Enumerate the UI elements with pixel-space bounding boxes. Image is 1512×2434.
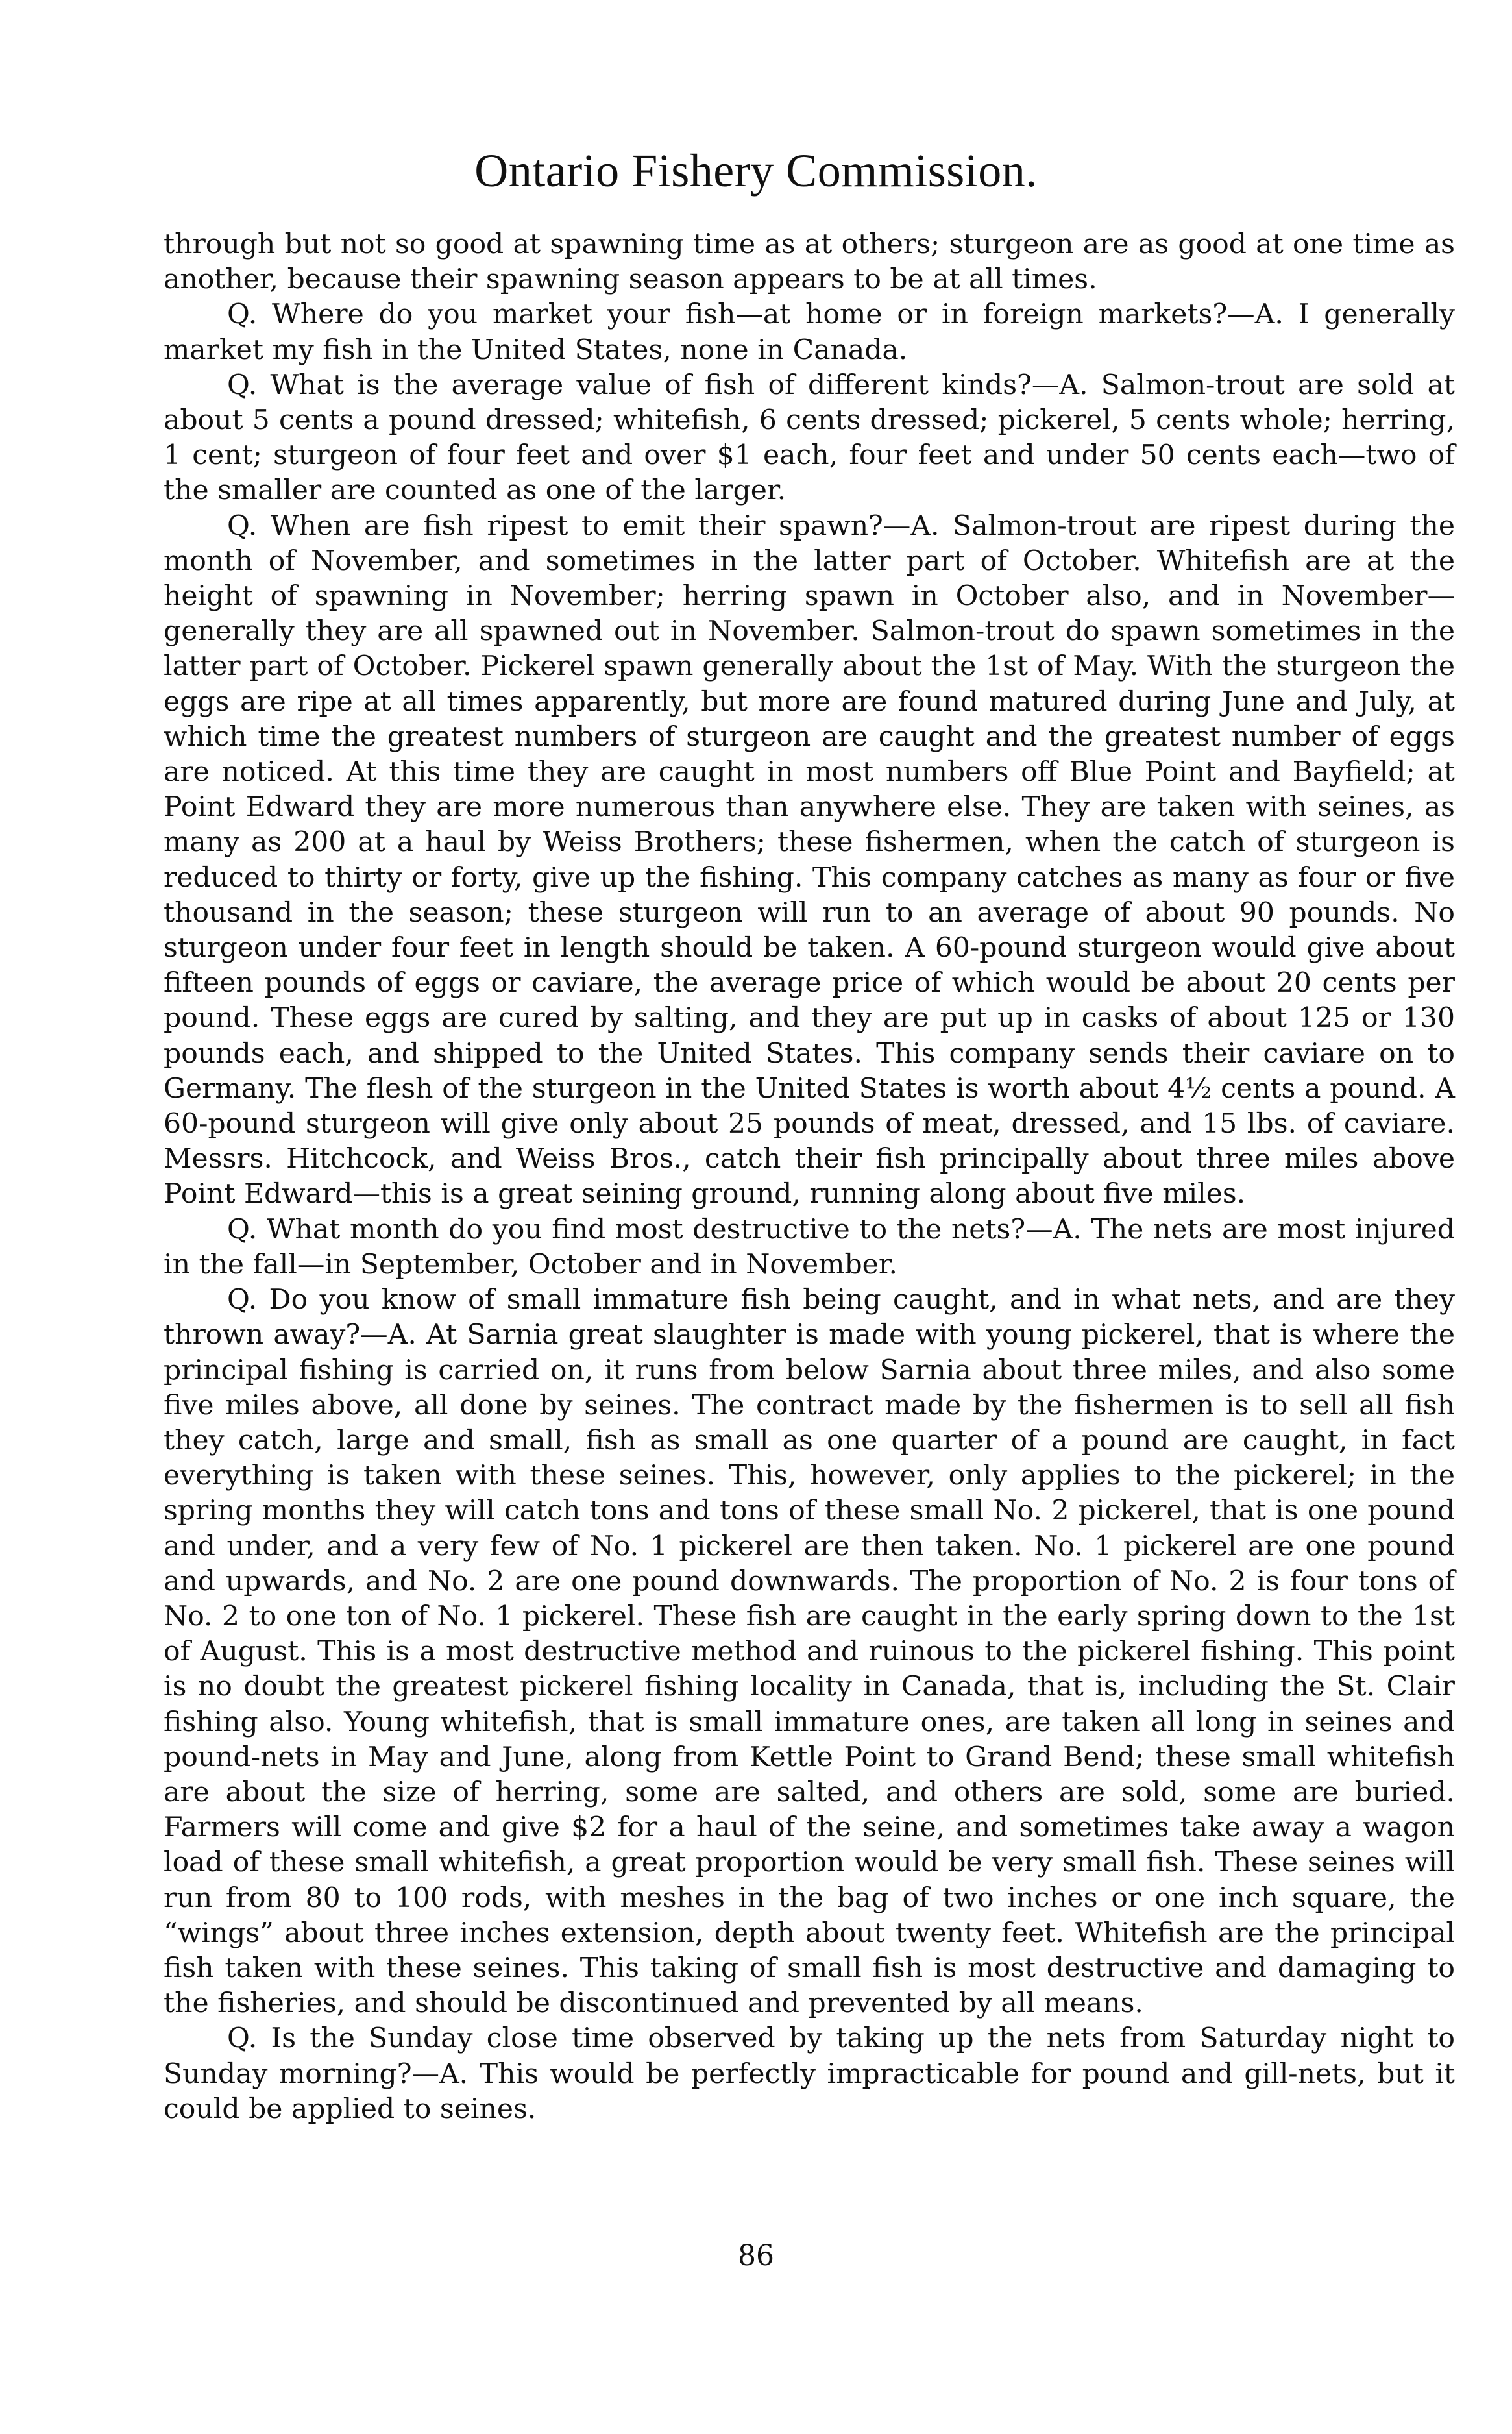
paragraph-nets-question: Q. What month do you find most destructive to the nets?—A. The nets are most injured in the fall—in September, October and in November. (164, 1213, 1455, 1281)
paragraph-immature-fish-question: Q. Do you know of small immature fish being caught, and in what nets, and are they thrown away?—A. At Sarnia great slaughter is made with young pickerel, that is where the principal fishing is carried on, it runs from below Sarnia about three miles, and also some five miles above, all done by seines. The contract made by the fishermen is to sell all fish they catch, large and small, fish as small as one quarter of a pound are caught, in fact everything is taken with these seines. This, however, only applies to the pickerel; in the spring months they will catch tons and tons of these small No. 2 pickerel, that is one pound and under, and a very few of No. 1 pickerel are then taken. No. 1 pickerel are one pound and upwards, and No. 2 are one pound downwards. The proportion of No. 2 is four tons of No. 2 to one ton of No. 1 pickerel. These fish are caught in the early spring down to the 1st of August. This is a most destructive method and ruinous to the pickerel fishing. This point is no doubt the greatest pickerel fishing locality in Canada, that is, including the St. Clair fishing also. Young whitefish, that is small immature ones, are taken all long in seines and pound-nets in May and June, along from Kettle Point to Grand Bend; these small whitefish are about the size of herring, some are salted, and others are sold, some are buried. Farmers will come and give $2 for a haul of the seine, and sometimes take away a wagon load of these small whitefish, a great proportion would be very small fish. These seines will run from 80 to 100 rods, with meshes in the bag of two inches or one inch square, the “wings” about three inches extension, depth about twenty feet. Whitefish are the principal fish taken with these seines. This taking of small fish is most destructive and damaging to the fisheries, and should be discontinued and prevented by all means. (164, 1284, 1455, 2020)
paragraph-market-question: Q. Where do you market your fish—at home or in foreign markets?—A. I generally market my fish in the United States, none in Canada. (164, 299, 1455, 366)
body-text (164, 227, 1455, 2127)
paragraph-value-question: Q. What is the average value of fish of different kinds?—A. Salmon-trout are sold at about 5 cents a pound dressed; whitefish, 6 cents dressed; pickerel, 5 cents whole; herring, 1 cent; sturgeon of four feet and over $1 each, four feet and under 50 cents each—two of the smaller are counted as one of the larger. (164, 369, 1455, 507)
paragraph-continuation: through but not so good at spawning time as at others; sturgeon are as good at one time as another, because their spawning season appears to be at all times. (164, 228, 1455, 296)
paragraph-spawn-question: Q. When are fish ripest to emit their spawn?—A. Salmon-trout are ripest during the month of November, and sometimes in the latter part of October. Whitefish are at the height of spawning in November; herring spawn in October also, and in November—generally they are all spawned out in November. Salmon-trout do spawn sometimes in the latter part of October. Pickerel spawn generally about the 1st of May. With the sturgeon the eggs are ripe at all times apparently, but more are found matured during June and July, at which time the greatest numbers of sturgeon are caught and the greatest number of eggs are noticed. At this time they are caught in most numbers off Blue Point and Bayfield; at Point Edward they are more numerous than anywhere else. They are taken with seines, as many as 200 at a haul by Weiss Brothers; these fishermen, when the catch of sturgeon is reduced to thirty or forty, give up the fishing. This company catches as many as four or five thousand in the season; these sturgeon will run to an average of about 90 pounds. No sturgeon under four feet in length should be taken. A 60-pound sturgeon would give about fifteen pounds of eggs or caviare, the average price of which would be about 20 cents per pound. These eggs are cured by salting, and they are put up in casks of about 125 or 130 pounds each, and shipped to the United States. This company sends their caviare on to Germany. The flesh of the sturgeon in the United States is worth about 4½ cents a pound. A 60-pound sturgeon will give only about 25 pounds of meat, dressed, and 15 lbs. of caviare. Messrs. Hitchcock, and Weiss Bros., catch their fish principally about three miles above Point Edward—this is a great seining ground, running along about five miles. (164, 510, 1455, 1211)
paragraph-sunday-question: Q. Is the Sunday close time observed by taking up the nets from Saturday night to Sunday morning?—A. This would be perfectly impracticable for pound and gill-nets, but it could be applied to seines. (164, 2022, 1455, 2125)
running-head-title: Ontario Fishery Commission. (474, 145, 1038, 197)
page-number: 86 (738, 2239, 774, 2272)
